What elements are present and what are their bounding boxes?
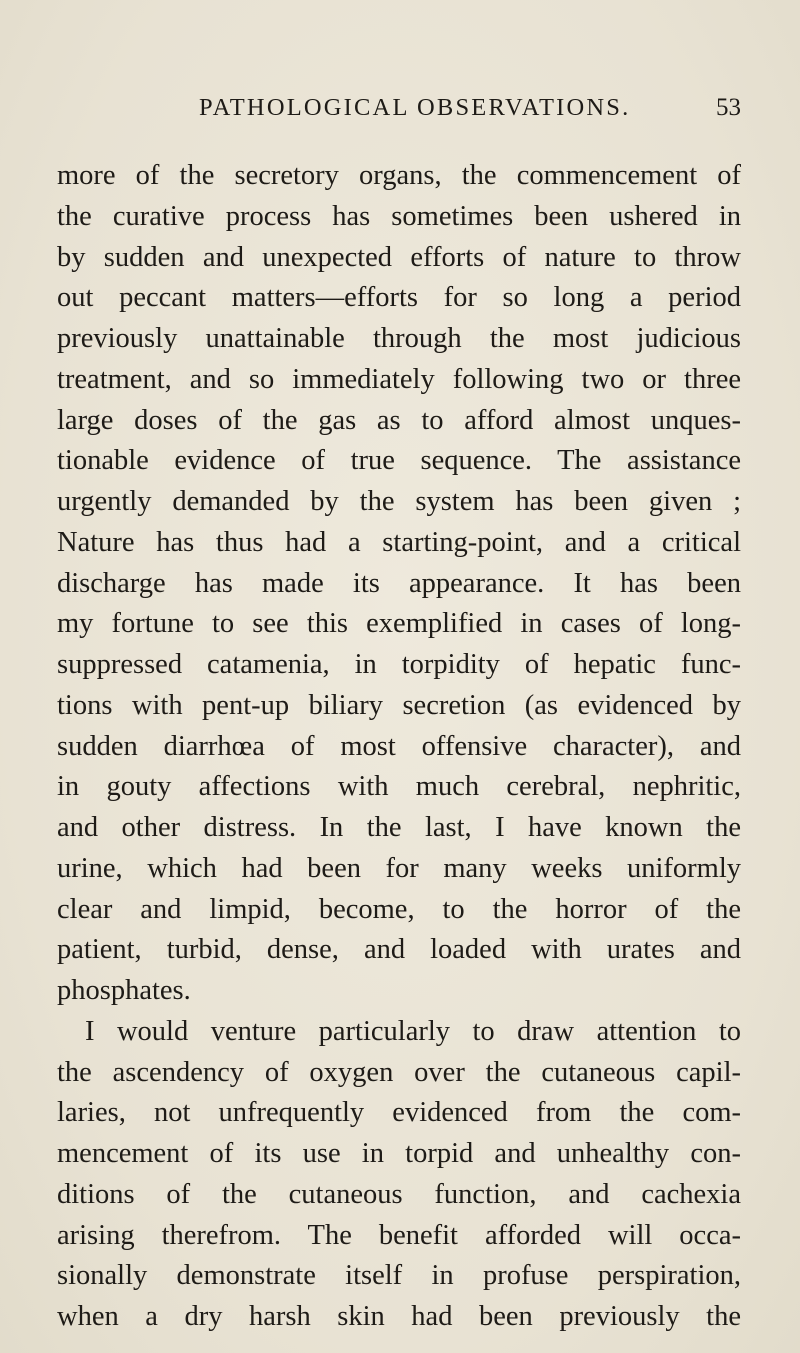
text-line: patient, turbid, dense, and loaded with urates and bbox=[57, 934, 741, 966]
text-line: discharge has made its appearance. It has been bbox=[57, 567, 741, 599]
text-line: treatment, and so immediately following two or three bbox=[57, 363, 741, 395]
text-line: ditions of the cutaneous function, and cachexia bbox=[57, 1178, 741, 1210]
text-line: sionally demonstrate itself in profuse perspiration, bbox=[57, 1260, 741, 1292]
paragraph-start-line: I would venture particularly to draw attention to bbox=[85, 1015, 741, 1047]
text-line: suppressed catamenia, in torpidity of hepatic func- bbox=[57, 649, 741, 680]
body-text bbox=[57, 156, 741, 1338]
text-line: the ascendency of oxygen over the cutaneous capil- bbox=[57, 1056, 741, 1088]
text-line: the curative process has sometimes been ushered in bbox=[57, 200, 741, 232]
paragraph-end-line: phosphates. bbox=[57, 975, 191, 1006]
text-line: arising therefrom. The benefit afforded will occa- bbox=[57, 1219, 741, 1251]
running-head bbox=[57, 88, 741, 128]
text-line: sudden diarrhœa of most offensive character), and bbox=[57, 730, 741, 762]
text-line: tions with pent-up biliary secretion (as evidenced by bbox=[57, 689, 741, 721]
text-line: in gouty affections with much cerebral, nephritic, bbox=[57, 771, 741, 803]
text-line: when a dry harsh skin had been previously the bbox=[57, 1301, 741, 1332]
text-line: Nature has thus had a starting-point, and a critical bbox=[57, 526, 741, 558]
text-line: urgently demanded by the system has been given ; bbox=[57, 486, 741, 517]
text-line: tionable evidence of true sequence. The assistance bbox=[57, 445, 741, 477]
text-line: previously unattainable through the most judicious bbox=[57, 323, 741, 354]
text-line: mencement of its use in torpid and unhealthy con- bbox=[57, 1138, 741, 1169]
text-line: clear and limpid, become, to the horror of the bbox=[57, 893, 741, 925]
text-line: by sudden and unexpected efforts of nature to throw bbox=[57, 241, 741, 273]
text-line: urine, which had been for many weeks uniformly bbox=[57, 852, 741, 884]
text-line: my fortune to see this exemplified in cases of long- bbox=[57, 608, 741, 640]
text-line: out peccant matters—efforts for so long a period bbox=[57, 282, 741, 314]
text-line: large doses of the gas as to afford almost unques- bbox=[57, 404, 741, 436]
page-number: 53 bbox=[716, 94, 741, 121]
text-line: more of the secretory organs, the commencement of bbox=[57, 160, 741, 191]
running-title: PATHOLOGICAL OBSERVATIONS. bbox=[199, 94, 631, 121]
text-line: laries, not unfrequently evidenced from the com- bbox=[57, 1097, 741, 1129]
text-line: and other distress. In the last, I have known the bbox=[57, 812, 741, 843]
